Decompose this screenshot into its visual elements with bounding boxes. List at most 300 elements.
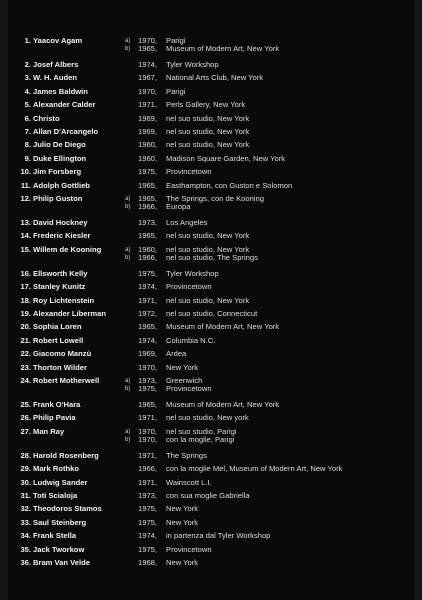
- event-label: [125, 101, 138, 109]
- entry-number: 1.: [24, 36, 31, 45]
- entry-events: [125, 401, 422, 409]
- entry-events: [125, 270, 422, 278]
- entry-number: 12.: [20, 194, 31, 203]
- entry-number: 20.: [20, 322, 31, 332]
- event-label: a): [125, 378, 131, 384]
- list-item: [0, 559, 422, 567]
- event-place: nel suo studio, Connecticut: [166, 309, 258, 318]
- event-label: a): [125, 196, 131, 202]
- event-label: a): [125, 428, 131, 435]
- event-place: The Springs: [166, 450, 207, 460]
- event-year: 1971,: [138, 413, 158, 423]
- entry-events: [125, 559, 422, 567]
- event-year: 1974,: [138, 335, 158, 345]
- entry-events: [125, 219, 422, 227]
- event-place: con la moglie Mel, Museum of Modern Art, New York: [166, 464, 343, 474]
- event-line: [125, 168, 422, 176]
- event-place: nel suo studio, New York: [166, 244, 250, 254]
- event-label: [125, 88, 138, 96]
- entry-number: 25.: [20, 400, 31, 409]
- event-year: 1966,: [138, 464, 158, 474]
- event-place: con sua moglie Gabriella: [166, 491, 250, 500]
- entry-events: [125, 246, 422, 262]
- entry-events: [125, 414, 422, 422]
- entry-name: Jim Forsberg: [33, 167, 82, 177]
- list-item: [0, 492, 422, 500]
- event-place: Greenwich: [166, 376, 203, 385]
- entry-events: [125, 182, 422, 190]
- event-year: 1970,: [138, 36, 158, 45]
- entry-name: Saul Steinberg: [33, 517, 87, 527]
- event-year: 1969,: [138, 349, 158, 359]
- event-year: 1970,: [138, 434, 158, 444]
- entry-name: Philip Guston: [33, 194, 83, 203]
- entry-events: [125, 465, 422, 473]
- list-item: [0, 182, 422, 190]
- entry-number: 18.: [20, 295, 31, 305]
- event-place: con la moglie, Parigi: [166, 434, 235, 444]
- event-year: 1971,: [138, 477, 158, 487]
- list-item: [0, 246, 422, 262]
- event-year: 1960,: [138, 140, 158, 150]
- entry-name: Philip Pavia: [33, 413, 76, 423]
- entry-events: [125, 37, 422, 53]
- entry-events: [125, 532, 422, 540]
- entry-number: 19.: [20, 309, 31, 318]
- entry-number: 14.: [20, 231, 31, 241]
- event-label: a): [125, 38, 131, 44]
- entry-number: 7.: [24, 127, 31, 136]
- event-label: [125, 532, 138, 540]
- entry-name: Toti Scialoja: [33, 491, 78, 500]
- event-line: [125, 270, 422, 278]
- entry-name: Willem de Kooning: [33, 244, 102, 254]
- event-label: [125, 128, 138, 136]
- entry-number: 2.: [24, 60, 31, 69]
- entry-events: [125, 452, 422, 460]
- event-line: [125, 115, 422, 123]
- entry-name: Alexander Calder: [33, 100, 96, 110]
- event-line: [125, 182, 422, 190]
- event-label: b): [125, 254, 131, 261]
- entry-number: 30.: [20, 477, 31, 487]
- entry-number: 15.: [20, 244, 31, 254]
- event-line: [125, 219, 422, 227]
- event-place: Parigi: [166, 36, 186, 45]
- event-line: [125, 254, 422, 262]
- list-item: [0, 219, 422, 227]
- event-line: [125, 414, 422, 422]
- event-place: in partenza dal Tyler Workshop: [166, 531, 271, 541]
- entry-number: 4.: [24, 86, 31, 96]
- list-item: [0, 141, 422, 149]
- event-year: 1975,: [138, 517, 158, 527]
- entry-number: 36.: [20, 558, 31, 567]
- event-place: nel suo studio, New York: [166, 231, 250, 241]
- event-label: [125, 546, 138, 554]
- list-item: [0, 101, 422, 109]
- entry-number: 34.: [20, 531, 31, 541]
- entry-name: Ludwig Sander: [33, 477, 88, 487]
- entry-events: [125, 479, 422, 487]
- entry-number: 6.: [24, 113, 31, 123]
- event-place: New York: [166, 558, 199, 567]
- entry-name: Sophia Loren: [33, 322, 82, 332]
- entry-events: [125, 377, 422, 393]
- event-line: [125, 492, 422, 500]
- list-item: [0, 37, 422, 53]
- event-year: 1965,: [138, 400, 158, 409]
- event-label: [125, 310, 138, 318]
- event-label: [125, 414, 138, 422]
- event-year: 1968,: [138, 558, 158, 567]
- event-line: [125, 310, 422, 318]
- entry-name: Robert Motherwell: [33, 376, 100, 385]
- event-place: National Arts Club, New York: [166, 73, 264, 83]
- event-line: [125, 436, 422, 444]
- event-year: 1966,: [138, 202, 158, 211]
- entry-events: [125, 88, 422, 96]
- event-place: Perls Gallery, New York: [166, 100, 246, 110]
- entry-number: 29.: [20, 464, 31, 474]
- list-item: [0, 283, 422, 291]
- entry-events: [125, 519, 422, 527]
- entry-events: [125, 323, 422, 331]
- event-label: [125, 350, 138, 358]
- list-item: [0, 428, 422, 444]
- event-year: 1965,: [138, 194, 158, 203]
- event-label: [125, 505, 138, 513]
- event-place: Parigi: [166, 86, 186, 96]
- list-item: [0, 195, 422, 211]
- event-label: [125, 337, 138, 345]
- entry-name: Thorton Wilder: [33, 362, 87, 372]
- event-label: [125, 479, 138, 487]
- event-year: 1974,: [138, 282, 158, 292]
- event-line: [125, 385, 422, 393]
- event-place: The Springs, con de Kooning: [166, 194, 264, 203]
- event-year: 1973,: [138, 491, 158, 500]
- list-item: [0, 323, 422, 331]
- entry-name: Josef Albers: [33, 60, 79, 69]
- entry-events: [125, 155, 422, 163]
- event-year: 1974,: [138, 60, 158, 69]
- entry-name: Alexander Liberman: [33, 309, 107, 318]
- entry-name: Christo: [33, 113, 60, 123]
- event-year: 1965,: [138, 231, 158, 241]
- event-place: nel suo studio, New York: [166, 140, 250, 150]
- event-year: 1969,: [138, 113, 158, 123]
- list-item: [0, 364, 422, 372]
- entry-number: 11.: [20, 180, 31, 190]
- entry-number: 28.: [20, 450, 31, 460]
- list-item: [0, 465, 422, 473]
- entry-events: [125, 297, 422, 305]
- event-place: New York: [166, 504, 199, 514]
- event-label: [125, 74, 138, 82]
- event-place: nel suo studio, New york: [166, 413, 249, 423]
- entry-number: 33.: [20, 517, 31, 527]
- event-label: b): [125, 46, 131, 52]
- event-line: [125, 364, 422, 372]
- entry-number: 17.: [20, 282, 31, 292]
- entry-number: 3.: [24, 73, 31, 83]
- entry-events: [125, 232, 422, 240]
- event-label: [125, 364, 138, 372]
- event-place: nel suo studio, New York: [166, 295, 250, 305]
- entry-name: Yaacov Agam: [33, 36, 83, 45]
- event-label: [125, 232, 138, 240]
- list-item: [0, 74, 422, 82]
- event-place: New York: [166, 517, 199, 527]
- entry-events: [125, 350, 422, 358]
- event-line: [125, 128, 422, 136]
- entry-name: Robert Lowell: [33, 335, 84, 345]
- event-label: [125, 297, 138, 305]
- event-place: Tyler Workshop: [166, 268, 219, 278]
- event-line: [125, 88, 422, 96]
- entry-name: Allan D'Arcangelo: [33, 127, 99, 136]
- list-item: [0, 519, 422, 527]
- event-year: 1965,: [138, 180, 158, 190]
- entry-number: 26.: [20, 413, 31, 423]
- entry-events: [125, 128, 422, 136]
- entry-events: [125, 195, 422, 211]
- entry-name: Roy Lichtenstein: [33, 295, 95, 305]
- event-label: [125, 519, 138, 527]
- event-place: Madison Square Garden, New York: [166, 153, 286, 163]
- entry-name: James Baldwin: [33, 86, 88, 96]
- entry-number: 24.: [20, 376, 31, 385]
- entry-name: Bram Van Velde: [33, 558, 90, 567]
- entry-name: Frank O'Hara: [33, 400, 81, 409]
- event-year: 1970,: [138, 86, 158, 96]
- list-item: [0, 377, 422, 393]
- list-item: [0, 115, 422, 123]
- list-item: [0, 232, 422, 240]
- entry-events: [125, 546, 422, 554]
- event-label: [125, 182, 138, 190]
- list-item: [0, 479, 422, 487]
- entry-name: Mark Rothko: [33, 464, 79, 474]
- entry-name: Julio De Diego: [33, 140, 86, 150]
- entry-events: [125, 364, 422, 372]
- event-place: nel suo studio, The Springs: [166, 252, 258, 262]
- event-label: [125, 155, 138, 163]
- event-place: Provincetown: [166, 384, 212, 393]
- entry-events: [125, 428, 422, 444]
- event-label: b): [125, 386, 131, 392]
- entry-name: Jack Tworkow: [33, 544, 85, 554]
- event-label: b): [125, 436, 131, 443]
- event-line: [125, 350, 422, 358]
- event-place: New York: [166, 362, 199, 372]
- event-line: [125, 61, 422, 69]
- event-line: [125, 532, 422, 540]
- entry-number: 23.: [20, 362, 31, 372]
- event-year: 1974,: [138, 531, 158, 541]
- event-line: [125, 323, 422, 331]
- event-year: 1967,: [138, 73, 158, 83]
- event-year: 1975,: [138, 544, 158, 554]
- entry-events: [125, 492, 422, 500]
- event-label: a): [125, 246, 131, 253]
- event-year: 1971,: [138, 100, 158, 110]
- event-label: [125, 141, 138, 149]
- list-item: [0, 350, 422, 358]
- list-item: [0, 546, 422, 554]
- event-line: [125, 101, 422, 109]
- event-line: [125, 45, 422, 53]
- list-item: [0, 297, 422, 305]
- event-place: Tyler Workshop: [166, 60, 219, 69]
- entry-events: [125, 283, 422, 291]
- event-year: 1965,: [138, 44, 158, 53]
- entry-events: [125, 101, 422, 109]
- list-item: [0, 128, 422, 136]
- list-item: [0, 88, 422, 96]
- list-item: [0, 155, 422, 163]
- event-line: [125, 401, 422, 409]
- entry-number: 27.: [20, 426, 31, 436]
- event-place: Museum of Modern Art, New York: [166, 44, 280, 53]
- list-item: [0, 310, 422, 318]
- event-line: [125, 297, 422, 305]
- entry-number: 22.: [20, 349, 31, 359]
- event-line: [125, 465, 422, 473]
- entry-number: 10.: [20, 167, 31, 177]
- event-label: [125, 115, 138, 123]
- event-year: 1971,: [138, 450, 158, 460]
- entry-number: 8.: [24, 140, 31, 150]
- entry-name: Theodoros Stamos: [33, 504, 102, 514]
- event-line: [125, 283, 422, 291]
- list-item: [0, 61, 422, 69]
- event-year: 1970,: [138, 426, 158, 436]
- list-item: [0, 414, 422, 422]
- entry-number: 31.: [20, 491, 31, 500]
- entry-name: Harold Rosenberg: [33, 450, 99, 460]
- event-year: 1971,: [138, 295, 158, 305]
- event-line: [125, 559, 422, 567]
- event-place: Provincetown: [166, 167, 212, 177]
- list-item: [0, 168, 422, 176]
- event-place: Columbia N.C.: [166, 335, 216, 345]
- event-year: 1965,: [138, 322, 158, 332]
- event-year: 1975,: [138, 268, 158, 278]
- event-year: 1970,: [138, 362, 158, 372]
- list-item: [0, 270, 422, 278]
- entry-events: [125, 115, 422, 123]
- event-place: Museum of Modern Art, New York: [166, 322, 280, 332]
- entry-number: 5.: [24, 100, 31, 110]
- event-place: Wainscott L.I.: [166, 477, 212, 487]
- event-label: [125, 452, 138, 460]
- event-place: nel suo studio, New York: [166, 113, 250, 123]
- entry-name: Giacomo Manzù: [33, 349, 92, 359]
- entry-name: Frederic Kiesler: [33, 231, 91, 241]
- event-place: nel suo studio, Parigi: [166, 426, 237, 436]
- entry-events: [125, 505, 422, 513]
- event-label: [125, 219, 138, 227]
- event-year: 1973,: [138, 218, 158, 227]
- event-label: [125, 270, 138, 278]
- event-year: 1969,: [138, 127, 158, 136]
- event-place: nel suo studio, New York: [166, 127, 250, 136]
- event-year: 1966,: [138, 252, 158, 262]
- entry-events: [125, 337, 422, 345]
- list-item: [0, 505, 422, 513]
- list-item: [0, 401, 422, 409]
- event-year: 1960,: [138, 153, 158, 163]
- list-item: [0, 337, 422, 345]
- event-label: [125, 283, 138, 291]
- event-label: [125, 401, 138, 409]
- event-year: 1975,: [138, 384, 158, 393]
- entry-events: [125, 168, 422, 176]
- entry-name: Adolph Gottlieb: [33, 180, 90, 190]
- entry-name: Man Ray: [33, 426, 65, 436]
- event-place: Museum of Modern Art, New York: [166, 400, 280, 409]
- event-line: [125, 141, 422, 149]
- event-place: Europa: [166, 202, 191, 211]
- event-line: [125, 452, 422, 460]
- list-item: [0, 452, 422, 460]
- event-label: [125, 465, 138, 473]
- entry-name: Frank Stella: [33, 531, 77, 541]
- event-label: [125, 61, 138, 69]
- event-label: [125, 168, 138, 176]
- entry-name: Stanley Kunitz: [33, 282, 86, 292]
- event-line: [125, 479, 422, 487]
- entry-events: [125, 141, 422, 149]
- event-line: [125, 232, 422, 240]
- event-year: 1975,: [138, 167, 158, 177]
- event-place: Ardea: [166, 349, 187, 359]
- event-place: Easthampton, con Guston e Solomon: [166, 180, 293, 190]
- event-place: Provincetown: [166, 282, 212, 292]
- event-place: Provincetown: [166, 544, 212, 554]
- event-line: [125, 74, 422, 82]
- event-line: [125, 546, 422, 554]
- event-line: [125, 505, 422, 513]
- event-label: b): [125, 204, 131, 210]
- entry-number: 21.: [20, 335, 31, 345]
- event-line: [125, 155, 422, 163]
- event-year: 1973,: [138, 376, 158, 385]
- event-year: 1975,: [138, 504, 158, 514]
- entry-number: 13.: [20, 218, 31, 227]
- list-item: [0, 532, 422, 540]
- event-line: [125, 203, 422, 211]
- entry-name: David Hockney: [33, 218, 88, 227]
- event-label: [125, 559, 138, 567]
- entry-number: 35.: [20, 544, 31, 554]
- entry-events: [125, 310, 422, 318]
- event-label: [125, 492, 138, 500]
- entry-name: W. H. Auden: [33, 73, 78, 83]
- event-line: [125, 337, 422, 345]
- event-label: [125, 323, 138, 331]
- entry-number: 32.: [20, 504, 31, 514]
- entry-name: Ellsworth Kelly: [33, 268, 88, 278]
- event-year: 1960,: [138, 244, 158, 254]
- entry-number: 16.: [20, 268, 31, 278]
- event-place: Los Angeles: [166, 218, 208, 227]
- entry-number: 9.: [24, 153, 31, 163]
- entry-events: [125, 74, 422, 82]
- event-line: [125, 519, 422, 527]
